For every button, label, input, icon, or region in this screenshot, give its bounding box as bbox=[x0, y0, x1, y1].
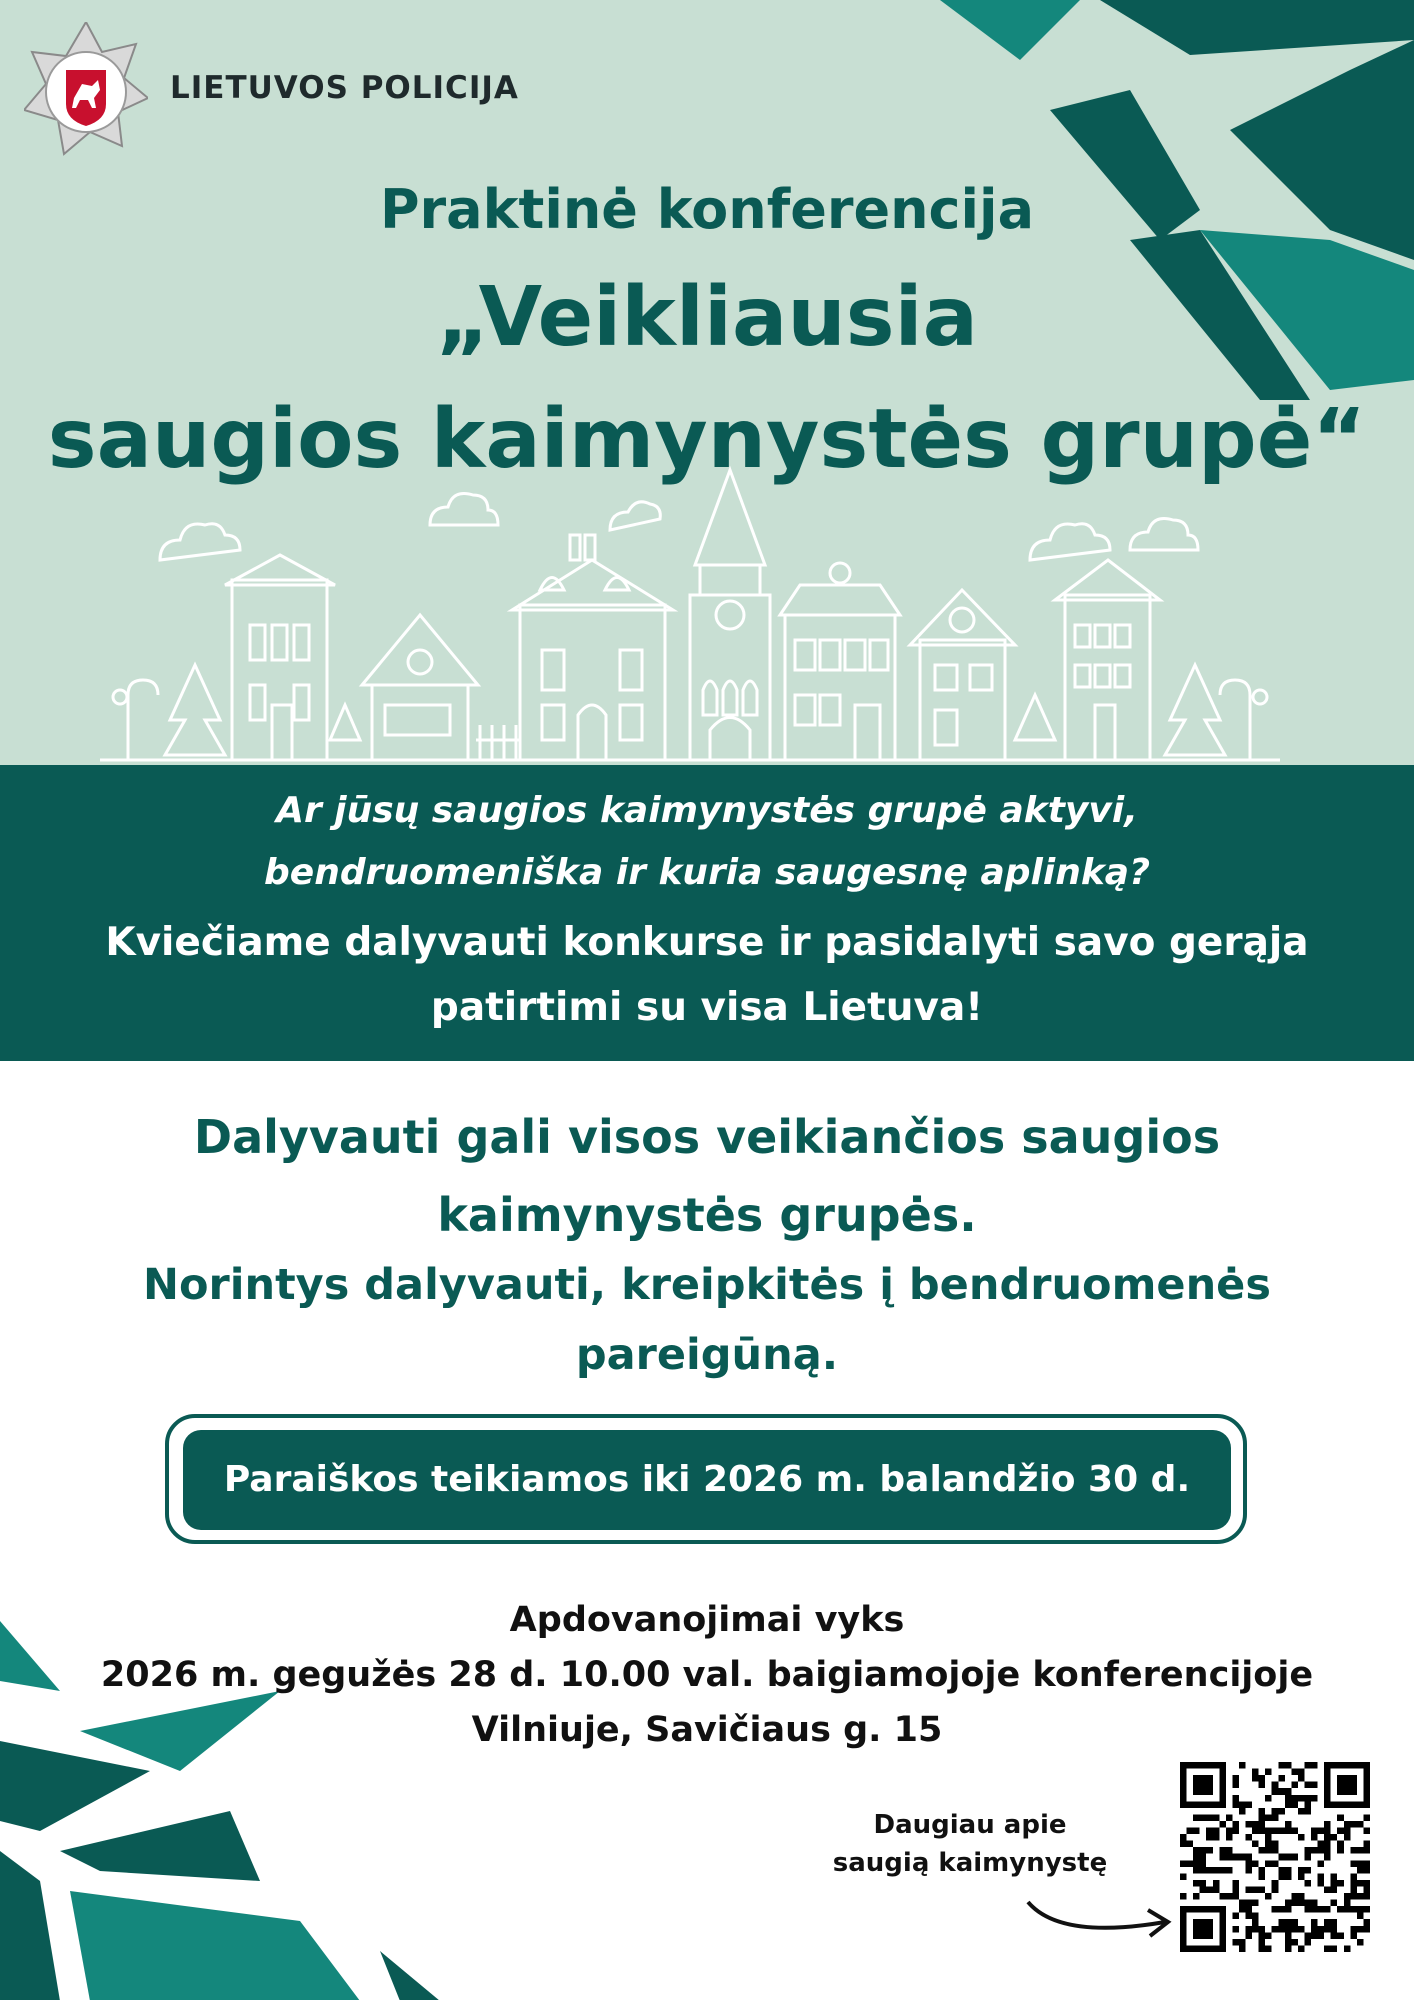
question-line-1: Ar jūsų saugios kaimynystės grupė aktyvi, bbox=[276, 790, 1138, 831]
eligibility-line-4: pareigūną. bbox=[575, 1330, 839, 1380]
eligibility-line-1: Dalyvauti gali visos veikiančios saugios bbox=[193, 1110, 1221, 1164]
awards-line-1: Apdovanojimai vyks bbox=[509, 1600, 905, 1640]
awards-line-3: Vilniuje, Savičiaus g. 15 bbox=[471, 1710, 943, 1750]
event-type: Praktinė konferencija bbox=[379, 178, 1035, 241]
arrow-icon bbox=[1020, 1880, 1180, 1950]
header-band bbox=[0, 0, 1414, 765]
police-star-logo bbox=[24, 22, 148, 162]
invite-line-1: Kviečiame dalyvauti konkurse ir pasidalyti savo gerąja bbox=[105, 920, 1309, 965]
village-illustration bbox=[100, 465, 1280, 765]
title-line-1: „Veikliausia bbox=[435, 270, 978, 365]
qr-caption-line-2: saugią kaimynystę bbox=[832, 1848, 1108, 1878]
eligibility-line-2: kaimynystės grupės. bbox=[437, 1188, 977, 1242]
qr-code[interactable] bbox=[1180, 1762, 1370, 1952]
deadline-banner: Paraiškos teikiamos iki 2026 m. balandžio 30 d. bbox=[183, 1430, 1231, 1530]
invite-line-2: patirtimi su visa Lietuva! bbox=[430, 985, 984, 1030]
qr-caption-line-1: Daugiau apie bbox=[873, 1810, 1067, 1840]
question-line-2: bendruomeniška ir kuria saugesnę aplinką? bbox=[264, 852, 1150, 893]
brand-name: LIETUVOS POLICIJA bbox=[170, 70, 519, 106]
title-line-2: saugios kaimynystės grupė“ bbox=[47, 392, 1367, 487]
eligibility-line-3: Norintys dalyvauti, kreipkitės į bendruomenės bbox=[143, 1260, 1271, 1310]
awards-line-2: 2026 m. gegužės 28 d. 10.00 val. baigiamojoje konferencijoje bbox=[100, 1655, 1314, 1695]
